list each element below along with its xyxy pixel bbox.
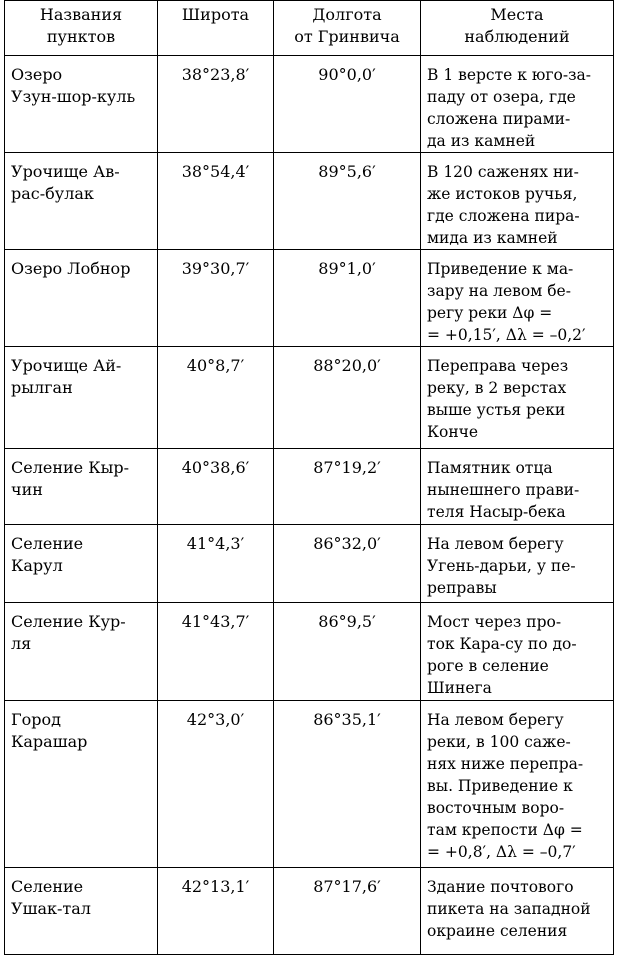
text-line: В 1 версте к юго-за- — [427, 66, 592, 84]
table-row — [5, 701, 614, 868]
observation-points-table — [4, 0, 614, 955]
observation-place — [421, 701, 614, 868]
text-line: Карул — [11, 556, 63, 575]
observation-place — [421, 525, 614, 603]
text-line: ток Кара-су по до- — [427, 635, 577, 653]
table-row — [5, 868, 614, 955]
text-line: Шинега — [427, 679, 492, 697]
text-line: пунктов — [46, 27, 116, 46]
observation-place — [421, 449, 614, 525]
text-line: наблюдений — [464, 27, 570, 46]
text-line: паду от озера, где — [427, 88, 576, 106]
observation-place — [421, 153, 614, 250]
text-line: реправы — [427, 579, 497, 597]
longitude-value: 86°35,1′ — [274, 701, 421, 868]
text-line: же истоков ручья, — [427, 185, 578, 203]
table-row — [5, 347, 614, 449]
text-line: восточным воро- — [427, 799, 565, 817]
latitude-value: 41°43,7′ — [158, 603, 274, 701]
table-row — [5, 250, 614, 347]
text-line: Долгота — [312, 5, 382, 24]
header-latitude — [158, 1, 274, 56]
observation-place — [421, 250, 614, 347]
text-line: пикета на западной — [427, 900, 591, 918]
text-line: = +0,8′, Δλ = –0,7′ — [427, 843, 576, 861]
text-line: = +0,15′, Δλ = –0,2′ — [427, 326, 586, 344]
point-name — [5, 868, 158, 955]
point-name — [5, 603, 158, 701]
text-line: Переправа через — [427, 357, 569, 375]
table-row — [5, 153, 614, 250]
text-line: Селение — [11, 877, 84, 896]
text-line: где сложена пира- — [427, 207, 580, 225]
latitude-value: 39°30,7′ — [158, 250, 274, 347]
text-line: Селение Кур- — [11, 612, 126, 631]
text-line: Урочище Ай- — [11, 356, 122, 375]
point-name — [5, 525, 158, 603]
point-name — [5, 250, 158, 347]
text-line: Селение Кыр- — [11, 458, 129, 477]
observation-place — [421, 347, 614, 449]
text-line: Озеро Лобнор — [11, 259, 131, 278]
text-line: В 120 саженях ни- — [427, 163, 579, 181]
text-line: выше устья реки — [427, 401, 566, 419]
text-line: окраине селения — [427, 922, 568, 940]
point-name — [5, 347, 158, 449]
text-line: да из камней — [427, 132, 536, 150]
text-line: Угень-дарьи, у пе- — [427, 557, 576, 575]
table-row — [5, 56, 614, 153]
header-row — [5, 1, 614, 56]
text-line: ля — [11, 634, 32, 653]
latitude-value: 40°38,6′ — [158, 449, 274, 525]
text-line: Узун-шор-куль — [11, 87, 136, 106]
text-line: На левом берегу — [427, 711, 564, 729]
longitude-value: 88°20,0′ — [274, 347, 421, 449]
text-line: Селение — [11, 534, 84, 553]
text-line: Ушак-тал — [11, 899, 91, 918]
longitude-value: 87°17,6′ — [274, 868, 421, 955]
text-line: реку, в 2 верстах — [427, 379, 567, 397]
latitude-value: 38°54,4′ — [158, 153, 274, 250]
latitude-value: 41°4,3′ — [158, 525, 274, 603]
longitude-value: 86°9,5′ — [274, 603, 421, 701]
text-line: Конче — [427, 423, 479, 441]
text-line: регу реки Δφ = — [427, 304, 553, 322]
text-line: Места — [490, 5, 544, 24]
text-line: На левом берегу — [427, 535, 564, 553]
text-line: теля Насыр-бека — [427, 503, 566, 521]
point-name — [5, 56, 158, 153]
longitude-value: 87°19,2′ — [274, 449, 421, 525]
longitude-value: 89°1,0′ — [274, 250, 421, 347]
longitude-value: 89°5,6′ — [274, 153, 421, 250]
table-row — [5, 449, 614, 525]
latitude-value: 42°3,0′ — [158, 701, 274, 868]
text-line: роге в селение — [427, 657, 549, 675]
point-name — [5, 449, 158, 525]
point-name — [5, 153, 158, 250]
observation-place — [421, 868, 614, 955]
text-line: там крепости Δφ = — [427, 821, 583, 839]
text-line: Широта — [181, 5, 250, 24]
text-line: нях ниже перепра- — [427, 755, 584, 773]
text-line: нынешнего прави- — [427, 481, 580, 499]
text-line: от Гринвича — [294, 27, 400, 46]
latitude-value: 38°23,8′ — [158, 56, 274, 153]
text-line: Озеро — [11, 65, 63, 84]
text-line: Приведение к ма- — [427, 260, 574, 278]
longitude-value: 90°0,0′ — [274, 56, 421, 153]
text-line: Карашар — [11, 732, 88, 751]
text-line: зару на левом бе- — [427, 282, 571, 300]
text-line: рылган — [11, 378, 73, 397]
observation-place — [421, 56, 614, 153]
text-line: Город — [11, 710, 61, 729]
text-line: сложена пирами- — [427, 110, 571, 128]
text-line: Здание почтового — [427, 878, 574, 896]
text-line: реки, в 100 саже- — [427, 733, 571, 751]
text-line: Мост через про- — [427, 613, 562, 631]
text-line: мида из камней — [427, 229, 558, 247]
header-longitude — [274, 1, 421, 56]
text-line: вы. Приведение к — [427, 777, 573, 795]
longitude-value: 86°32,0′ — [274, 525, 421, 603]
text-line: Памятник отца — [427, 459, 553, 477]
table-row — [5, 603, 614, 701]
header-place — [421, 1, 614, 56]
observation-place — [421, 603, 614, 701]
table-row — [5, 525, 614, 603]
point-name — [5, 701, 158, 868]
header-name — [5, 1, 158, 56]
latitude-value: 42°13,1′ — [158, 868, 274, 955]
text-line: Урочище Ав- — [11, 162, 120, 181]
text-line: рас-булак — [11, 184, 94, 203]
text-line: Названия — [39, 5, 123, 24]
text-line: чин — [11, 480, 43, 499]
latitude-value: 40°8,7′ — [158, 347, 274, 449]
